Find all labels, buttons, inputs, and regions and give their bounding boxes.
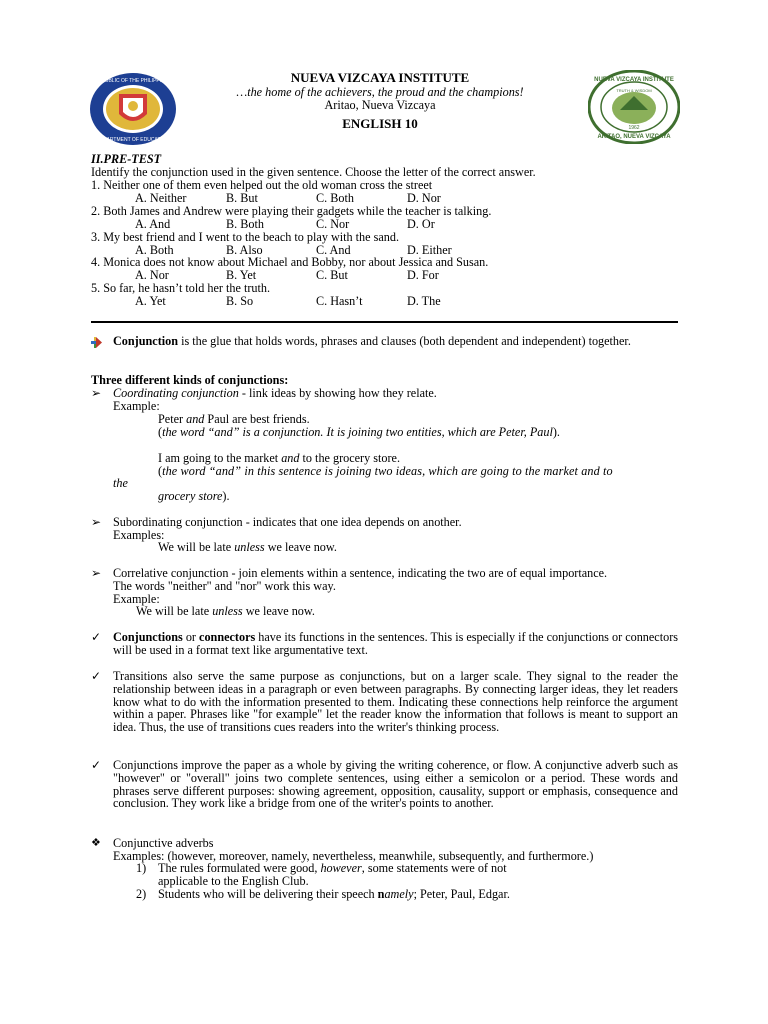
correlative-example <box>136 605 315 618</box>
q4-option-c: C. But <box>316 268 348 282</box>
subordinating-item: Subordinating conjunction - indicates that one idea depends on another. <box>113 515 462 529</box>
school-location: Aritao, Nueva Vizcaya <box>324 98 436 112</box>
checkmark-icon: ✓ <box>91 630 102 644</box>
subject-title: ENGLISH 10 <box>342 116 418 131</box>
school-tagline: …the home of the achievers, the proud and the champions! <box>236 85 524 99</box>
q2-option-d: D. Or <box>407 217 435 231</box>
conjunctions-connectors-paragraph <box>113 631 678 657</box>
c1-term2: connectors <box>199 630 256 644</box>
coordinating-desc: - link ideas by showing how they relate. <box>238 386 437 400</box>
list-number-1: 1) <box>136 861 147 875</box>
q4-option-b: B. Yet <box>226 268 257 282</box>
school-name: NUEVA VIZCAYA INSTITUTE <box>290 70 470 85</box>
svg-text:NUEVA VIZCAYA INSTITUTE: NUEVA VIZCAYA INSTITUTE <box>594 77 674 83</box>
arrow-bullet-icon <box>91 336 105 348</box>
q5-option-d: D. The <box>407 294 441 308</box>
sub-ex-a: We will be late <box>158 540 235 554</box>
sub-ex-b: we leave now. <box>264 540 337 554</box>
ex2-note-line1: the word “and” in this sentence is joining two ideas, which are going to the market and to <box>162 464 613 478</box>
question-2: 2. Both James and Andrew were playing their gadgets while the teacher is talking. <box>91 204 492 218</box>
sub-ex-unless: unless <box>234 540 265 554</box>
definition-text: is the glue that holds words, phrases and clauses (both dependent and independent) together. <box>178 334 631 348</box>
q5-option-b: B. So <box>226 294 254 308</box>
q3-option-b: B. Also <box>226 243 263 257</box>
ex2-and: and <box>281 451 300 465</box>
ex1-text-a: Peter <box>158 412 187 426</box>
definition-term: Conjunction <box>113 334 179 348</box>
subordinating-example <box>158 541 337 554</box>
ex1-and: and <box>186 412 205 426</box>
i2-amely: amely <box>384 887 414 901</box>
coordinating-item <box>113 387 437 400</box>
svg-text:1962: 1962 <box>628 125 640 131</box>
coherence-paragraph: Conjunctions improve the paper as a whole by giving the writing coherence, or flow. A conjunctive adverb such as "however" or "overall" joins two complete sentences, using either a semicolon or a period. These words and phrases serve different purposes: showing agreement, opposition, causality, support or emphasis, consequence and conclusion. They work like a bridge from one of the writer's points to another. <box>113 758 678 811</box>
diamond-bullet-icon: ❖ <box>91 837 101 849</box>
ex2-text-b: to the grocery store. <box>299 451 400 465</box>
c1-term1: Conjunctions <box>113 630 183 644</box>
example-label: Example: <box>113 399 160 413</box>
q3-option-c: C. And <box>316 243 351 257</box>
corr-ex-a: We will be late <box>136 604 213 618</box>
q2-option-a: A. And <box>135 217 171 231</box>
svg-text:TRUTH & WISDOM: TRUTH & WISDOM <box>616 88 652 93</box>
correlative-item: Correlative conjunction - join elements within a sentence, indicating the two are of equal importance. <box>113 566 608 580</box>
deped-seal-logo <box>89 72 177 146</box>
i1-b: , some statements were of not <box>361 861 507 875</box>
q3-option-d: D. Either <box>407 243 452 257</box>
svg-text:ARITAO, NUEVA VIZCAYA: ARITAO, NUEVA VIZCAYA <box>597 134 671 140</box>
arrow-bullet-icon: ➢ <box>91 515 102 529</box>
q2-option-b: B. Both <box>226 217 264 231</box>
q1-option-c: C. Both <box>316 191 354 205</box>
corr-ex-b: we leave now. <box>242 604 315 618</box>
checkmark-icon: ✓ <box>91 758 102 772</box>
arrow-bullet-icon: ➢ <box>91 386 102 400</box>
coordinating-example-1 <box>158 413 310 426</box>
question-3: 3. My best friend and I went to the beach to play with the sand. <box>91 230 399 244</box>
i2-n: n <box>377 887 385 901</box>
ex2-note-open: ( <box>158 464 163 478</box>
ex2-text-a: I am going to the market <box>158 451 282 465</box>
pretest-instructions: Identify the conjunction used in the given sentence. Choose the letter of the correct answer. <box>91 165 536 179</box>
i2-b: ; Peter, Paul, Edgar. <box>413 887 510 901</box>
coordinating-example-2-note <box>158 465 678 478</box>
conjunctive-adverbs-examples: Examples: (however, moreover, namely, nevertheless, meanwhile, subsequently, and furthermore.) <box>113 849 594 863</box>
ex1-text-b: Paul are best friends. <box>204 412 310 426</box>
q3-option-a: A. Both <box>135 243 174 257</box>
q1-option-a: A. Neither <box>135 191 187 205</box>
c1-rest: have its functions in the sentences. This is especially if the conjunctions or connectors will be used in a format text like argumentative text. <box>113 630 678 657</box>
q4-option-a: A. Nor <box>135 268 169 282</box>
svg-text:DEPARTMENT OF EDUCATION: DEPARTMENT OF EDUCATION <box>96 137 170 143</box>
coordinating-example-1-note <box>158 426 560 439</box>
q2-option-c: C. Nor <box>316 217 350 231</box>
q4-option-d: D. For <box>407 268 439 282</box>
school-seal-logo <box>588 70 680 144</box>
q1-option-d: D. Nor <box>407 191 441 205</box>
arrow-bullet-icon: ➢ <box>91 566 102 580</box>
section-divider <box>91 321 678 323</box>
i1-a: The rules formulated were good, <box>158 861 321 875</box>
q1-option-b: B. But <box>226 191 258 205</box>
pretest-heading: II.PRE-TEST <box>91 152 162 166</box>
adverb-example-2 <box>158 888 510 901</box>
ex2-note-the: the <box>113 476 128 490</box>
examples-label: Examples: <box>113 528 165 542</box>
ex2-note-line2: grocery store <box>158 489 223 503</box>
question-5: 5. So far, he hasn’t told her the truth. <box>91 281 271 295</box>
ex1-note-close: ). <box>552 425 560 439</box>
q5-option-a: A. Yet <box>135 294 166 308</box>
transitions-paragraph: Transitions also serve the same purpose as conjunctions, but on a larger scale. They signal to the reader the relationship between ideas in a paragraph or even between paragraphs. By connecting larger ideas, they let readers know what to do with the information presented to them. Indicating these connections help reinforce the argument within a paper. Phrases like "for example" let the reader know the information that follows is meant to support an idea. Thus, the use of transitions cues readers into the writer's thinking process. <box>113 669 678 735</box>
conjunction-definition <box>113 335 678 348</box>
i2-a: Students who will be delivering their speech <box>158 887 378 901</box>
ex1-note: the word “and” is a conjunction. It is joining two entities, which are Peter, Paul <box>162 425 553 439</box>
question-4: 4. Monica does not know about Michael and Bobby, nor about Jessica and Susan. <box>91 255 489 269</box>
coordinating-term: Coordinating conjunction <box>113 386 239 400</box>
question-1: 1. Neither one of them even helped out the old woman cross the street <box>91 178 433 192</box>
c1-or: or <box>182 630 200 644</box>
adverb-example-1 <box>158 862 507 875</box>
list-number-2: 2) <box>136 887 147 901</box>
coordinating-example-2 <box>158 452 400 465</box>
correlative-item-line2: The words "neither" and "nor" work this way. <box>113 579 336 593</box>
correlative-example-label: Example: <box>113 592 160 606</box>
q5-option-c: C. Hasn’t <box>316 294 363 308</box>
kinds-heading: Three different kinds of conjunctions: <box>91 373 289 387</box>
svg-text:REPUBLIC OF THE PHILIPPINES: REPUBLIC OF THE PHILIPPINES <box>94 78 172 84</box>
checkmark-icon: ✓ <box>91 669 102 683</box>
conjunctive-adverbs-title: Conjunctive adverbs <box>113 836 214 850</box>
ex1-note-open: ( <box>158 425 163 439</box>
ex2-note-close: ). <box>222 489 230 503</box>
adverb-example-1-cont: applicable to the English Club. <box>158 874 309 888</box>
coordinating-example-2-note-end <box>158 490 230 503</box>
corr-ex-unless: unless <box>212 604 243 618</box>
i1-however: however <box>320 861 362 875</box>
